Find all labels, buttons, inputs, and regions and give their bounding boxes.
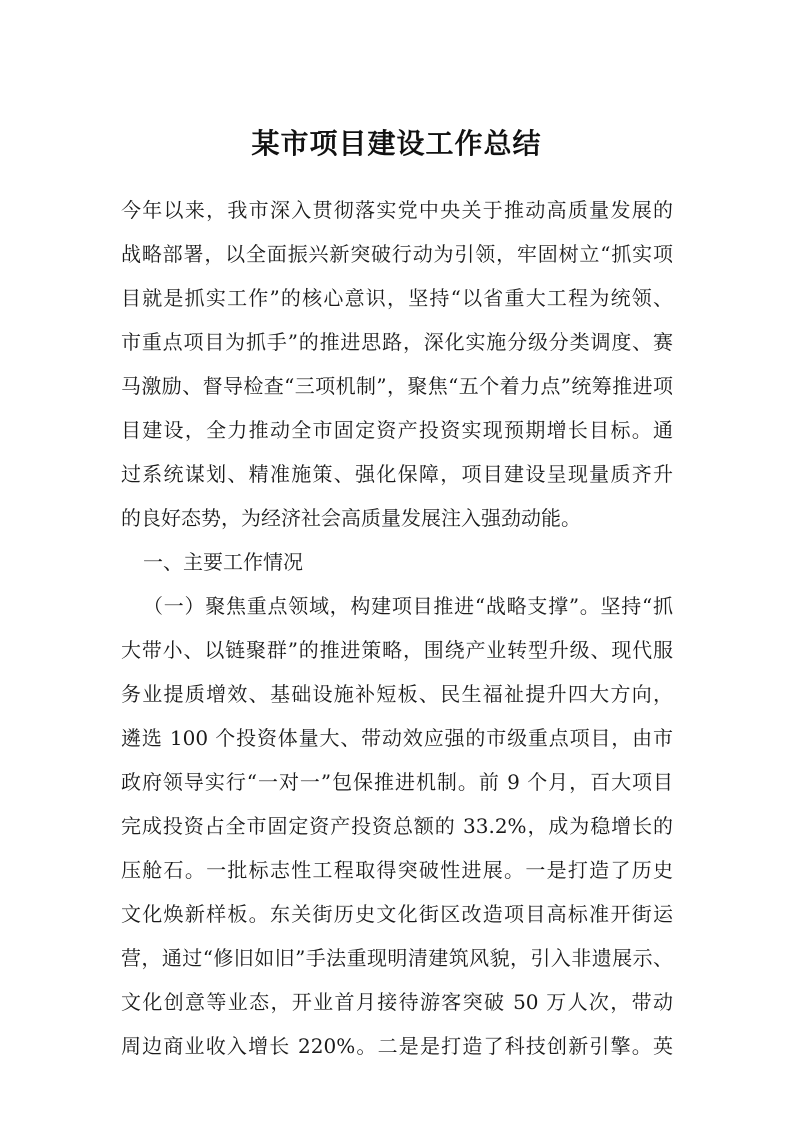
subsection-line: （一）聚焦重点领域，构建项目推进“战略支撑”。坚持“抓: [143, 594, 673, 618]
document-title: 某市项目建设工作总结: [251, 127, 542, 160]
intro-line: 目就是抓实工作”的核心意识，坚持“以省重大工程为统领、: [121, 286, 673, 310]
intro-line: 的良好态势，为经济社会高质量发展注入强劲动能。: [121, 506, 581, 530]
subsection-line: 政府领导实行“一对一”包保推进机制。前 9 个月，百大项目: [121, 770, 673, 794]
subsection-line: 文化焕新样板。东关街历史文化街区改造项目高标准开街运: [121, 902, 673, 926]
section-heading: 一、主要工作情况: [143, 550, 303, 574]
intro-line: 战略部署，以全面振兴新突破行动为引领，牢固树立“抓实项: [121, 242, 673, 266]
subsection-line: 压舱石。一批标志性工程取得突破性进展。一是打造了历史: [121, 858, 673, 882]
intro-line: 今年以来，我市深入贯彻落实党中央关于推动高质量发展的: [121, 198, 673, 222]
intro-line: 过系统谋划、精准施策、强化保障，项目建设呈现量质齐升: [121, 462, 673, 486]
intro-line: 马激励、督导检查“三项机制”，聚焦“五个着力点”统筹推进项: [121, 374, 673, 398]
subsection-line: 营，通过“修旧如旧”手法重现明清建筑风貌，引入非遗展示、: [121, 946, 673, 970]
subsection-line: 遴选 100 个投资体量大、带动效应强的市级重点项目，由市: [121, 726, 673, 750]
intro-line: 市重点项目为抓手”的推进思路，深化实施分级分类调度、赛: [121, 330, 673, 354]
subsection-line: 完成投资占全市固定资产投资总额的 33.2%，成为稳增长的: [121, 814, 673, 838]
intro-line: 目建设，全力推动全市固定资产投资实现预期增长目标。通: [121, 418, 673, 442]
subsection-line: 周边商业收入增长 220%。二是是打造了科技创新引擎。英: [121, 1034, 673, 1058]
subsection-line: 务业提质增效、基础设施补短板、民生福祉提升四大方向，: [121, 682, 673, 706]
subsection-line: 文化创意等业态，开业首月接待游客突破 50 万人次，带动: [121, 990, 673, 1014]
subsection-line: 大带小、以链聚群”的推进策略，围绕产业转型升级、现代服: [121, 638, 673, 662]
